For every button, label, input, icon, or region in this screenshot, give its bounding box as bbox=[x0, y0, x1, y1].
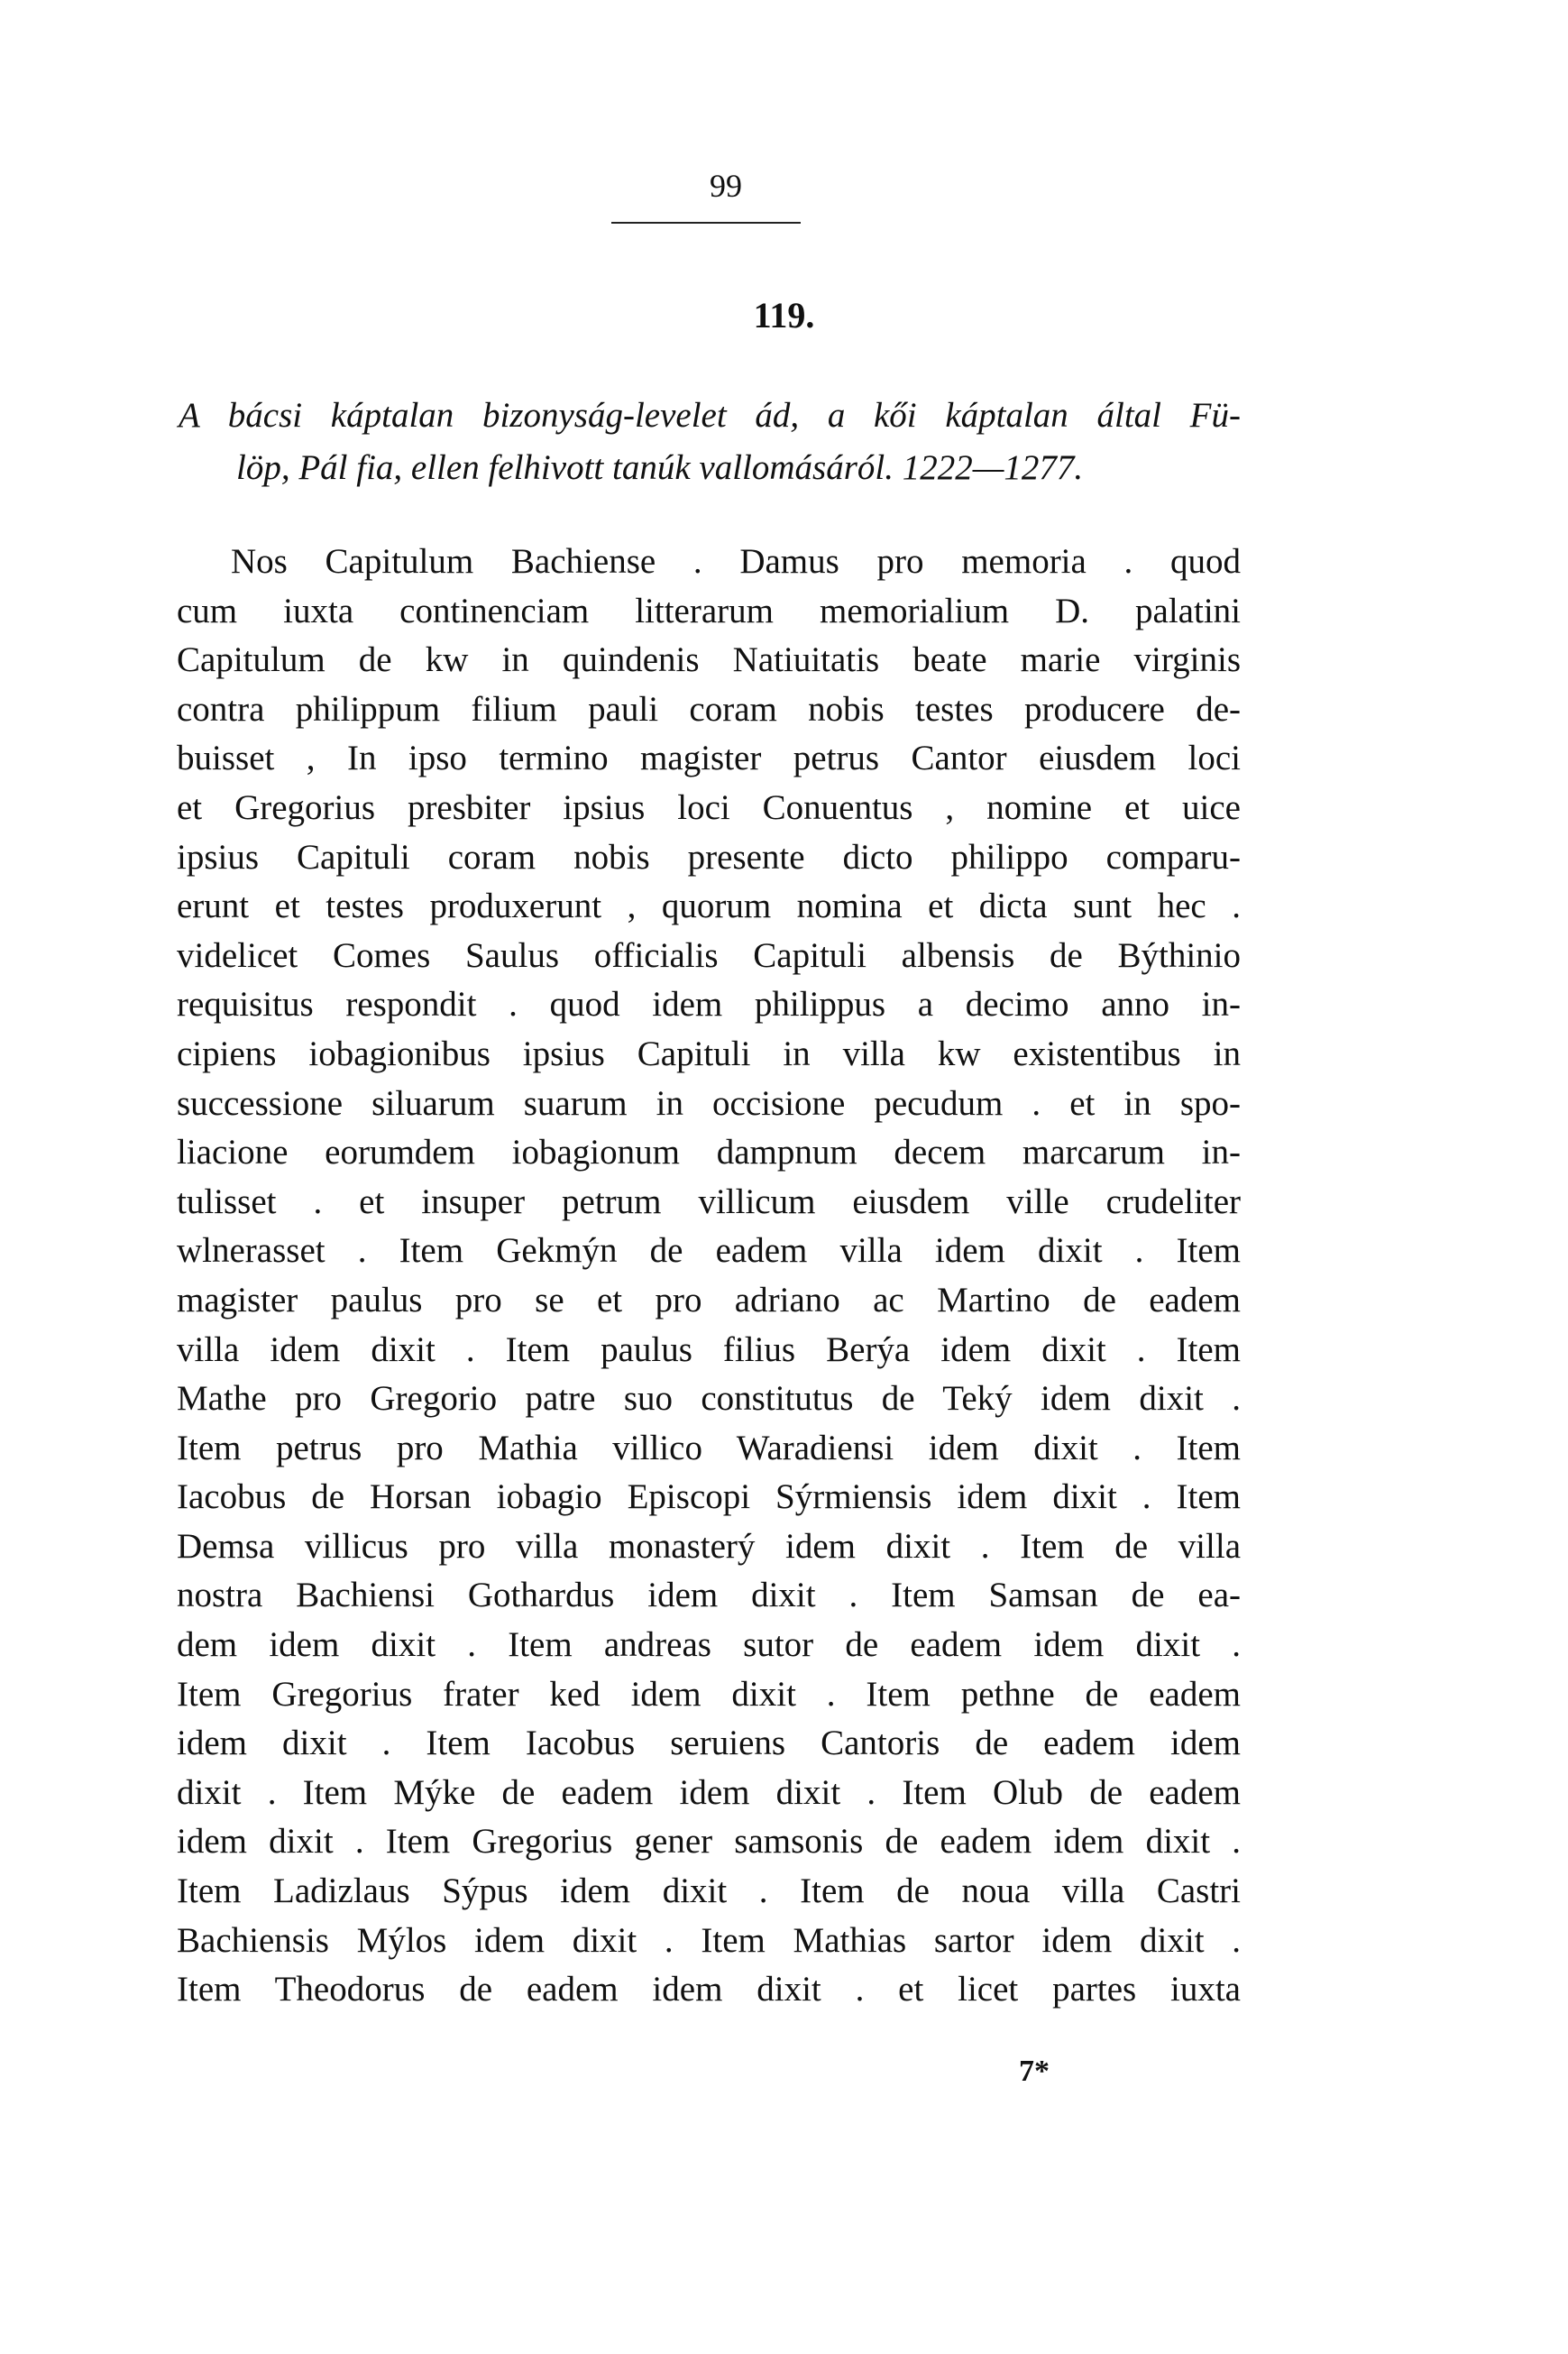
body-line: cum iuxta continenciam litterarum memorialium D. palatini bbox=[177, 591, 1241, 630]
body-line: dem idem dixit . Item andreas sutor de eadem idem dixit . bbox=[177, 1625, 1241, 1665]
document-number: 119. bbox=[753, 295, 815, 336]
body-line: tulisset . et insuper petrum villicum eiusdem ville crudeliter bbox=[177, 1182, 1241, 1221]
signature-mark: 7* bbox=[1019, 2055, 1050, 2088]
body-line: idem dixit . Item Iacobus seruiens Cantoris de eadem idem bbox=[177, 1724, 1241, 1763]
body-line: liacione eorumdem iobagionum dampnum decem marcarum in- bbox=[177, 1133, 1241, 1172]
body-line: Item Ladizlaus Sýpus idem dixit . Item de noua villa Castri bbox=[177, 1871, 1241, 1911]
body-line: Item Gregorius frater ked idem dixit . Item pethne de eadem bbox=[177, 1674, 1241, 1714]
body-line: villa idem dixit . Item paulus filius Berýa idem dixit . Item bbox=[177, 1329, 1241, 1369]
body-line: Nos Capitulum Bachiense . Damus pro memoria . quod bbox=[231, 542, 1241, 581]
body-line: dixit . Item Mýke de eadem idem dixit . Item Olub de eadem bbox=[177, 1772, 1241, 1812]
body-line: Demsa villicus pro villa monasterý idem dixit . Item de villa bbox=[177, 1526, 1241, 1566]
body-line: idem dixit . Item Gregorius gener samsonis de eadem idem dixit . bbox=[177, 1822, 1241, 1862]
body-line: wlnerasset . Item Gekmýn de eadem villa idem dixit . Item bbox=[177, 1231, 1241, 1271]
body-line: successione siluarum suarum in occisione pecudum . et in spo- bbox=[177, 1083, 1241, 1123]
heading-line: A bácsi káptalan bizonyság-levelet ád, a kői káptalan által Fü- bbox=[179, 396, 1241, 435]
body-line: et Gregorius presbiter ipsius loci Conuentus , nomine et uice bbox=[177, 787, 1241, 827]
body-line: videlicet Comes Saulus officialis Capituli albensis de Býthinio bbox=[177, 935, 1241, 975]
heading-line: löp, Pál fia, ellen felhivott tanúk vallomásáról. 1222—1277. bbox=[236, 448, 1084, 487]
body-line: cipiens iobagionibus ipsius Capituli in villa kw existentibus in bbox=[177, 1034, 1241, 1073]
body-line: buisset , In ipso termino magister petrus Cantor eiusdem loci bbox=[177, 739, 1241, 778]
body-text bbox=[177, 538, 1241, 2015]
body-line: contra philippum filium pauli coram nobis testes producere de- bbox=[177, 689, 1241, 729]
body-line: requisitus respondit . quod idem philippus a decimo anno in- bbox=[177, 985, 1241, 1025]
body-line: Iacobus de Horsan iobagio Episcopi Sýrmiensis idem dixit . Item bbox=[177, 1477, 1241, 1517]
body-line: Capitulum de kw in quindenis Natiuitatis beate marie virginis bbox=[177, 640, 1241, 680]
document-heading bbox=[179, 390, 1241, 494]
body-line: Bachiensis Mýlos idem dixit . Item Mathias sartor idem dixit . bbox=[177, 1920, 1241, 1960]
page-number-rule bbox=[611, 222, 801, 224]
body-line: nostra Bachiensi Gothardus idem dixit . Item Samsan de ea- bbox=[177, 1576, 1241, 1615]
body-line: Mathe pro Gregorio patre suo constitutus de Teký idem dixit . bbox=[177, 1379, 1241, 1419]
body-line: erunt et testes produxerunt , quorum nomina et dicta sunt hec . bbox=[177, 887, 1241, 926]
body-line: magister paulus pro se et pro adriano ac Martino de eadem bbox=[177, 1280, 1241, 1320]
body-line: ipsius Capituli coram nobis presente dicto philippo comparu- bbox=[177, 837, 1241, 877]
body-line: Item Theodorus de eadem idem dixit . et licet partes iuxta bbox=[177, 1970, 1241, 2009]
body-line: Item petrus pro Mathia villico Waradiensi idem dixit . Item bbox=[177, 1428, 1241, 1467]
page-number: 99 bbox=[710, 168, 742, 204]
